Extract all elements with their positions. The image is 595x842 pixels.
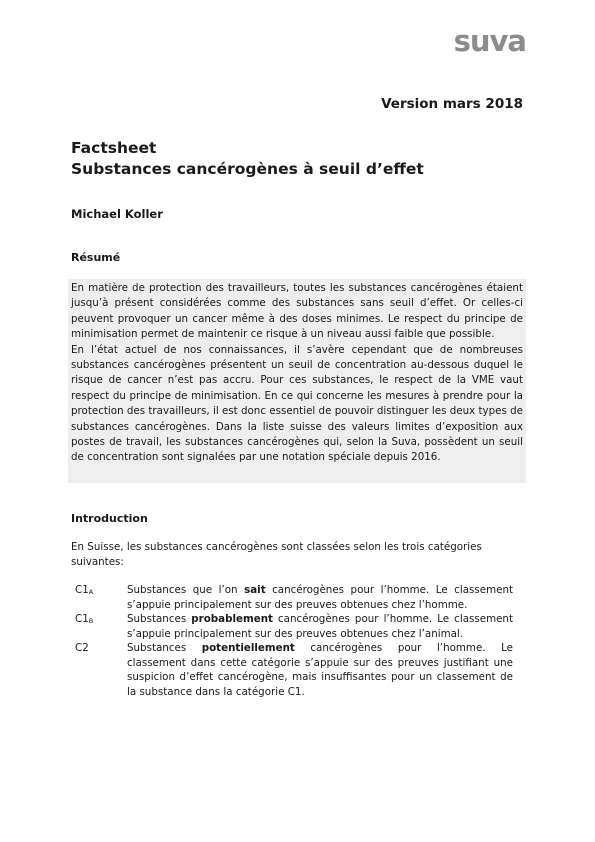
resume-heading: Résumé <box>71 251 121 264</box>
category-code: $C1_B$ <box>75 613 94 625</box>
suva-logo: suva <box>453 24 526 58</box>
category-row <box>75 612 525 641</box>
title-line-2: Substances cancérogènes à seuil d’effet <box>71 160 424 178</box>
category-description: Substances que l’on sait cancérogènes pour l’homme. Le classement s’appuie principalement sur des preuves obtenues chez l’homme. <box>127 584 514 611</box>
title-line-1: Factsheet <box>71 139 157 157</box>
category-description: Substances potentiellement cancérogènes pour l’homme. Le classement dans cette catégorie s’appuie sur des preuves justifiant une suspicion d’effet cancérogène, mais insuffisantes pour un classement de la substance dans la catégorie C1. <box>127 642 513 698</box>
category-description: Substances probablement cancérogènes pour l’homme. Le classement s’appuie principalement sur des preuves obtenues chez l’animal. <box>127 613 513 640</box>
introduction-text: En Suisse, les substances cancérogènes sont classées selon les trois catégories suivantes: <box>71 541 482 568</box>
category-row <box>75 583 525 612</box>
resume-paragraph-1: En matière de protection des travailleurs, toutes les substances cancérogènes étaient jusqu’à présent considérées comme des substances sans seuil d’effet. Or celles-ci peuvent provoquer un cancer même à des doses minimes. Le respect du principe de minimisation permet de maintenir ce risque à un niveau aussi faible que possible. <box>71 282 523 341</box>
category-code: C2 <box>75 642 89 654</box>
category-code: $C1_A$ <box>75 584 94 596</box>
category-row <box>75 641 525 699</box>
resume-box <box>68 279 526 483</box>
introduction-heading: Introduction <box>71 512 148 525</box>
category-list <box>75 583 525 699</box>
author-name: Michael Koller <box>71 207 163 221</box>
version-date: Version mars 2018 <box>381 96 523 112</box>
document-title <box>71 138 424 180</box>
resume-paragraph-2: En l’état actuel de nos connaissances, il s’avère cependant que de nombreuses substances cancérogènes présentent un seuil de concentration au-dessous duquel le risque de cancer n’est pas accru. Pour ces substances, le respect de la VME vaut respect du principe de minimisation. En ce qui concerne les mesures à prendre pour la protection des travailleurs, il est donc essentiel de pouvoir distinguer les deux types de substances cancérogènes. Dans la liste suisse des valeurs limites d’exposition aux postes de travail, les substances cancérogènes qui, selon la Suva, possèdent un seuil de concentration sont signalées par une notation spéciale depuis 2016. <box>71 343 524 464</box>
